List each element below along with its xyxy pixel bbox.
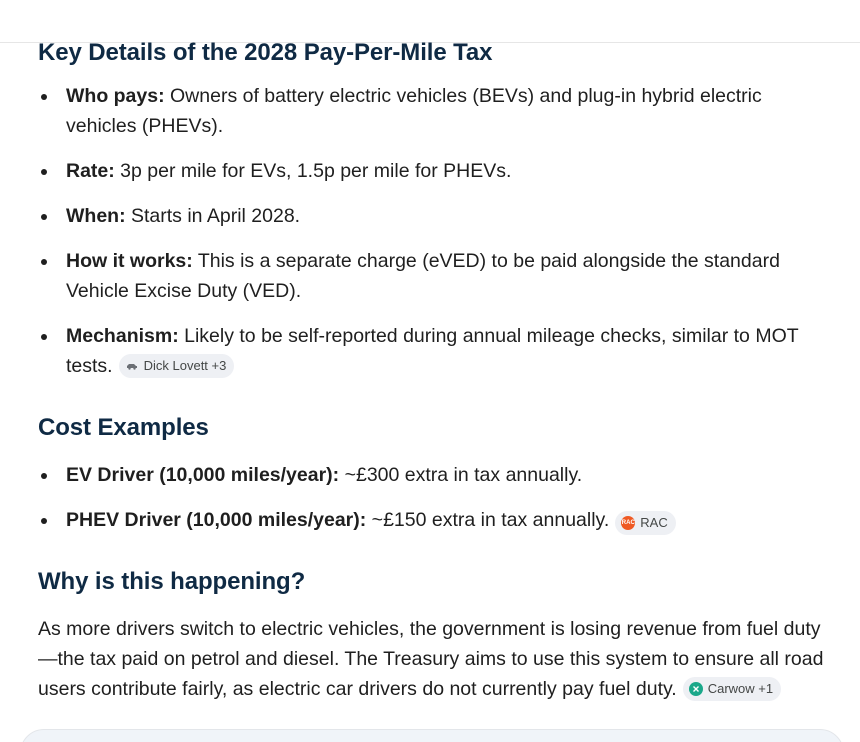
item-text: Likely to be self-reported during annual mileage checks, similar to MOT tests.	[66, 325, 799, 377]
item-label: When:	[66, 205, 126, 227]
carwow-logo-icon	[689, 682, 703, 696]
source-chip-label: Carwow +1	[707, 681, 774, 696]
source-chip-label: RAC	[640, 515, 668, 530]
why-paragraph	[38, 614, 828, 704]
paragraph-text: As more drivers switch to electric vehicles, the government is losing revenue from fuel duty—the tax paid on petrol and diesel. The Treasury aims to use this system to ensure all road users contribute fairly, as electric car drivers do not currently pay fuel duty.	[38, 618, 824, 700]
car-icon	[125, 359, 139, 373]
source-chip-label: Dick Lovett +3	[143, 358, 227, 373]
source-chip-rac[interactable]	[615, 511, 675, 535]
item-text: This is a separate charge (eVED) to be paid alongside the standard Vehicle Excise Duty (VED).	[66, 250, 780, 302]
item-label: Who pays:	[66, 85, 165, 107]
list-item	[38, 460, 828, 490]
source-chip-dick-lovett[interactable]	[119, 354, 235, 378]
item-label: PHEV Driver (10,000 miles/year):	[66, 509, 367, 531]
section-heading-cost-examples: Cost Examples	[38, 414, 209, 441]
list-item	[38, 246, 828, 306]
item-text: ~£150 extra in tax annually.	[366, 509, 610, 531]
list-item	[38, 201, 828, 231]
section-heading-key-details: Key Details of the 2028 Pay-Per-Mile Tax	[38, 39, 493, 66]
item-text: ~£300 extra in tax annually.	[339, 464, 583, 486]
key-details-list	[38, 81, 828, 381]
item-text: Starts in April 2028.	[125, 205, 301, 227]
answer-content	[38, 36, 828, 704]
cost-examples-list	[38, 460, 828, 535]
prompt-input-bar[interactable]	[20, 729, 844, 742]
item-label: EV Driver (10,000 miles/year):	[66, 464, 340, 486]
list-item	[38, 156, 828, 186]
list-item	[38, 81, 828, 141]
list-item	[38, 321, 828, 381]
item-text: Owners of battery electric vehicles (BEVs) and plug-in hybrid electric vehicles (PHEVs).	[66, 85, 762, 137]
rac-logo-icon: RAC	[621, 516, 635, 530]
section-heading-why: Why is this happening?	[38, 568, 306, 595]
item-label: Mechanism:	[66, 325, 179, 347]
item-text: 3p per mile for EVs, 1.5p per mile for PHEVs.	[114, 160, 512, 182]
source-chip-carwow[interactable]	[683, 677, 781, 701]
list-item	[38, 505, 828, 535]
item-label: Rate:	[66, 160, 115, 182]
item-label: How it works:	[66, 250, 193, 272]
